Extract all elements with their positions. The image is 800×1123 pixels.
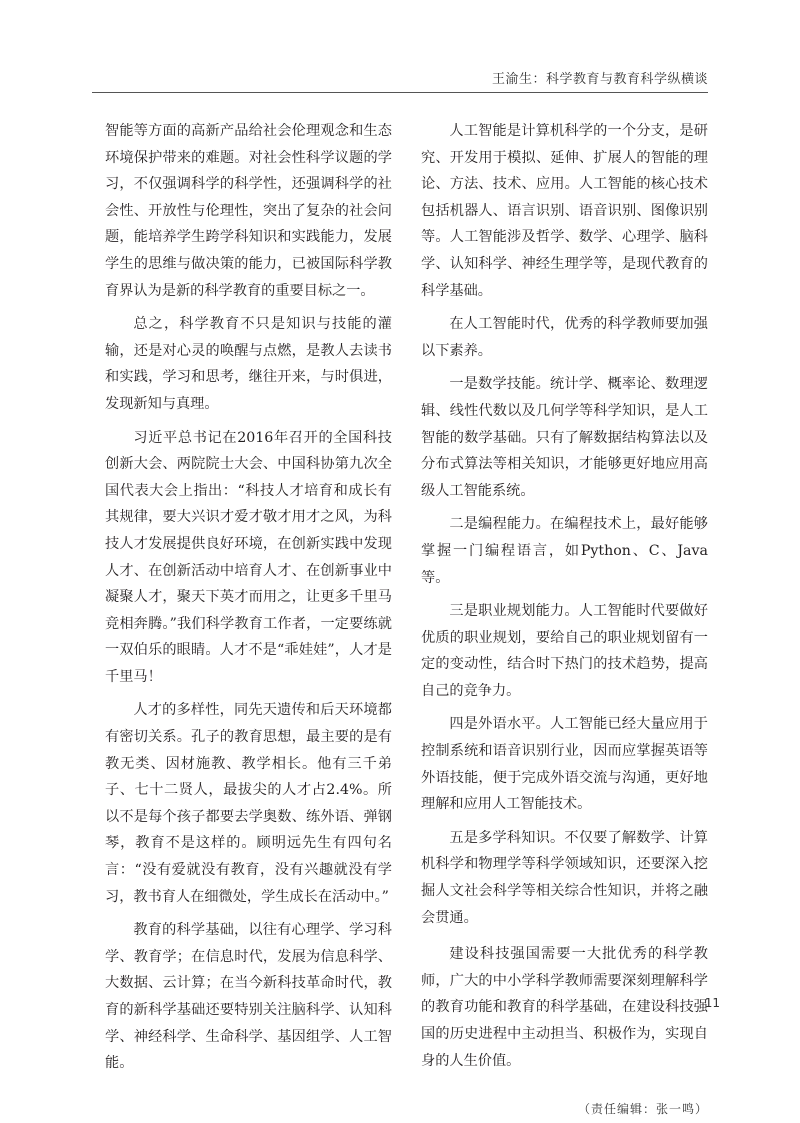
paragraph: 总之，科学教育不只是知识与技能的灌输，还是对心灵的唤醒与点燃，是教人去读书和实践，学习和思考，继往开来，与时俱进，发现新知与真理。: [105, 316, 392, 412]
editor-note: （责任编辑：张一鸣）: [577, 1102, 708, 1117]
page-number: 11: [704, 996, 720, 1010]
paragraph: 人工智能是计算机科学的一个分支，是研究、开发用于模拟、延伸、扩展人的智能的理论、方法、技术、应用。人工智能的核心技术包括机器人、语言识别、语音识别、图像识别等。人工智能涉及哲学、数学、心理学、脑科学、认知科学、神经生理学等，是现代教育的科学基础。: [421, 123, 708, 299]
paragraph: 四是外语水平。人工智能已经大量应用于控制系统和语音识别行业，因而应掌握英语等外语技能，便于完成外语交流与沟通，更好地理解和应用人工智能技术。: [421, 716, 708, 813]
paragraph: 习近平总书记在2016年召开的全国科技创新大会、两院院士大会、中国科协第九次全国代表大会上指出：“科技人才培育和成长有其规律，要大兴识才爱才敬才用才之风，为科技人才发展提供良好环境，在创新实践中发现人才、在创新活动中培育人才、在创新事业中凝聚人才，聚天下英才而用之，让更多千里马竞相奔腾。”我们科学教育工作者，一定要练就一双伯乐的眼睛。人才不是“乖娃娃”，人才是千里马！: [105, 429, 392, 685]
paragraph: 智能等方面的高新产品给社会伦理观念和生态环境保护带来的难题。对社会性科学议题的学习，不仅强调科学的科学性，还强调科学的社会性、开放性与伦理性，突出了复杂的社会问题，能培养学生跨学科知识和实践能力，发展学生的思维与做决策的能力，已被国际科学教育界认为是新的科学教育的重要目标之一。: [105, 123, 392, 299]
paragraph: 五是多学科知识。不仅要了解数学、计算机科学和物理学等科学领域知识，还要深入挖掘人文社会科学等相关综合性知识，并将之融会贯通。: [421, 829, 708, 926]
paragraph: 一是数学技能。统计学、概率论、数理逻辑、线性代数以及几何学等科学知识，是人工智能的数学基础。只有了解数据结构算法以及分布式算法等相关知识，才能够更好地应用高级人工智能系统。: [421, 376, 708, 499]
paragraph: 人才的多样性，同先天遗传和后天环境都有密切关系。孔子的教育思想，最主要的是有教无类、因材施教、教学相长。他有三千弟子、七十二贤人，最拔尖的人才占2.4%。所以不是每个孩子都要去学奥数、练外语、弹钢琴，教育不是这样的。顾明远先生有四句名言：“没有爱就没有教育，没有兴趣就没有学习，教书育人在细微处，学生成长在活动中。”: [105, 702, 392, 905]
right-column: [421, 118, 708, 1123]
paragraph: 教育的科学基础，以往有心理学、学习科学、教育学；在信息时代，发展为信息科学、大数据、云计算；在当今新科技革命时代，教育的新科学基础还要特别关注脑科学、认知科学、神经科学、生命科学、基因组学、人工智能。: [105, 922, 392, 1072]
paragraph: 二是编程能力。在编程技术上，最好能够掌握一门编程语言，如Python、C、Java等。: [421, 516, 708, 586]
running-header: 王渝生：科学教育与教育科学纵横谈: [491, 72, 708, 87]
left-column: [105, 118, 392, 1077]
header-divider: [92, 92, 708, 93]
paragraph: 三是职业规划能力。人工智能时代要做好优质的职业规划，要给自己的职业规划留有一定的变动性，结合时下热门的技术趋势，提高自己的竞争力。: [421, 603, 708, 699]
paragraph: 建设科技强国需要一大批优秀的科学教师，广大的中小学科学教师需要深刻理解科学的教育功能和教育的科学基础，在建设科技强国的历史进程中主动担当、积极作为，实现自身的人生价值。: [421, 946, 708, 1069]
paragraph: 在人工智能时代，优秀的科学教师要加强以下素养。: [421, 316, 708, 359]
